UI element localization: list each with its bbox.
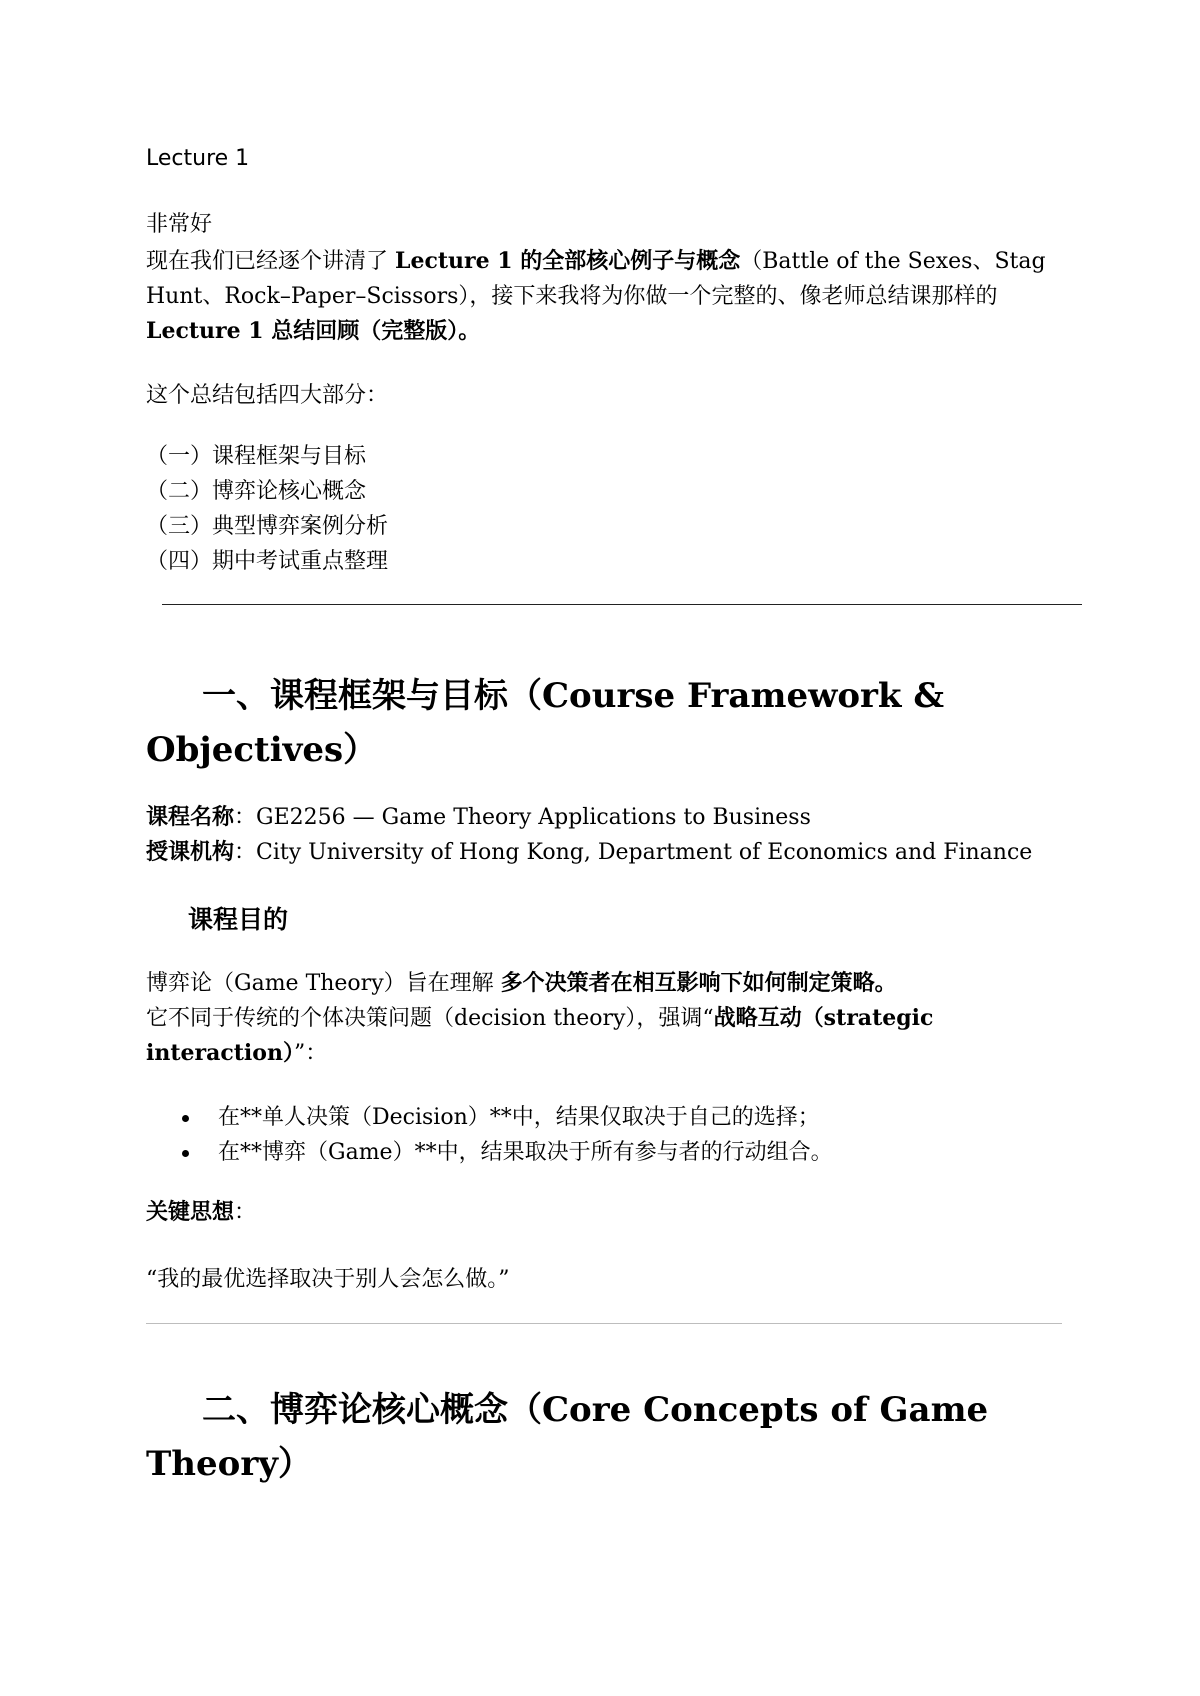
- greeting: 非常好: [146, 212, 213, 237]
- key-idea-label: 关键思想：: [146, 1199, 257, 1225]
- intro-paragraph: 现在我们已经逐个讲清了 Lecture 1 的全部核心例子与概念（Battle of the Sexes、Stag Hunt、Rock–Paper–Scissors），接下来我将为你做一个完整的、像老师总结课那样的 Lecture 1 总结回顾（完整版）。: [146, 248, 1046, 344]
- outline-list: [146, 439, 1076, 579]
- lecture-label: Lecture 1: [146, 146, 250, 171]
- section1-heading: 一、课程框架与目标（Course Framework & Objectives）: [146, 676, 945, 770]
- bullet-icon: [182, 1150, 189, 1157]
- horizontal-rule: [162, 604, 1082, 605]
- list-item: 在**博弈（Game）**中，结果取决于所有参与者的行动组合。: [146, 1135, 1076, 1170]
- section2-heading: 二、博弈论核心概念（Core Concepts of Game Theory）: [146, 1390, 989, 1484]
- purpose-heading: 课程目的: [188, 905, 289, 934]
- bullet-icon: [182, 1115, 189, 1122]
- outline-item: （三）典型博弈案例分析: [146, 514, 389, 539]
- summary-intro: 这个总结包括四大部分：: [146, 383, 389, 408]
- outline-item: （四）期中考试重点整理: [146, 549, 389, 574]
- purpose-p2: 它不同于传统的个体决策问题（decision theory），强调“战略互动（strategic interaction）”：: [146, 1005, 934, 1066]
- decision-bullets: [146, 1100, 1076, 1170]
- key-idea-quote: “我的最优选择取决于别人会怎么做。”: [146, 1267, 510, 1292]
- outline-item: （一）课程框架与目标: [146, 444, 367, 469]
- course-name-line: 课程名称：GE2256 — Game Theory Applications to Business: [146, 804, 811, 830]
- purpose-p1: 博弈论（Game Theory）旨在理解 多个决策者在相互影响下如何制定策略。: [146, 970, 897, 996]
- institution-line: 授课机构：City University of Hong Kong, Department of Economics and Finance: [146, 839, 1033, 865]
- list-item: 在**单人决策（Decision）**中，结果仅取决于自己的选择；: [146, 1100, 1076, 1135]
- outline-item: （二）博弈论核心概念: [146, 479, 367, 504]
- horizontal-rule: [146, 1323, 1062, 1324]
